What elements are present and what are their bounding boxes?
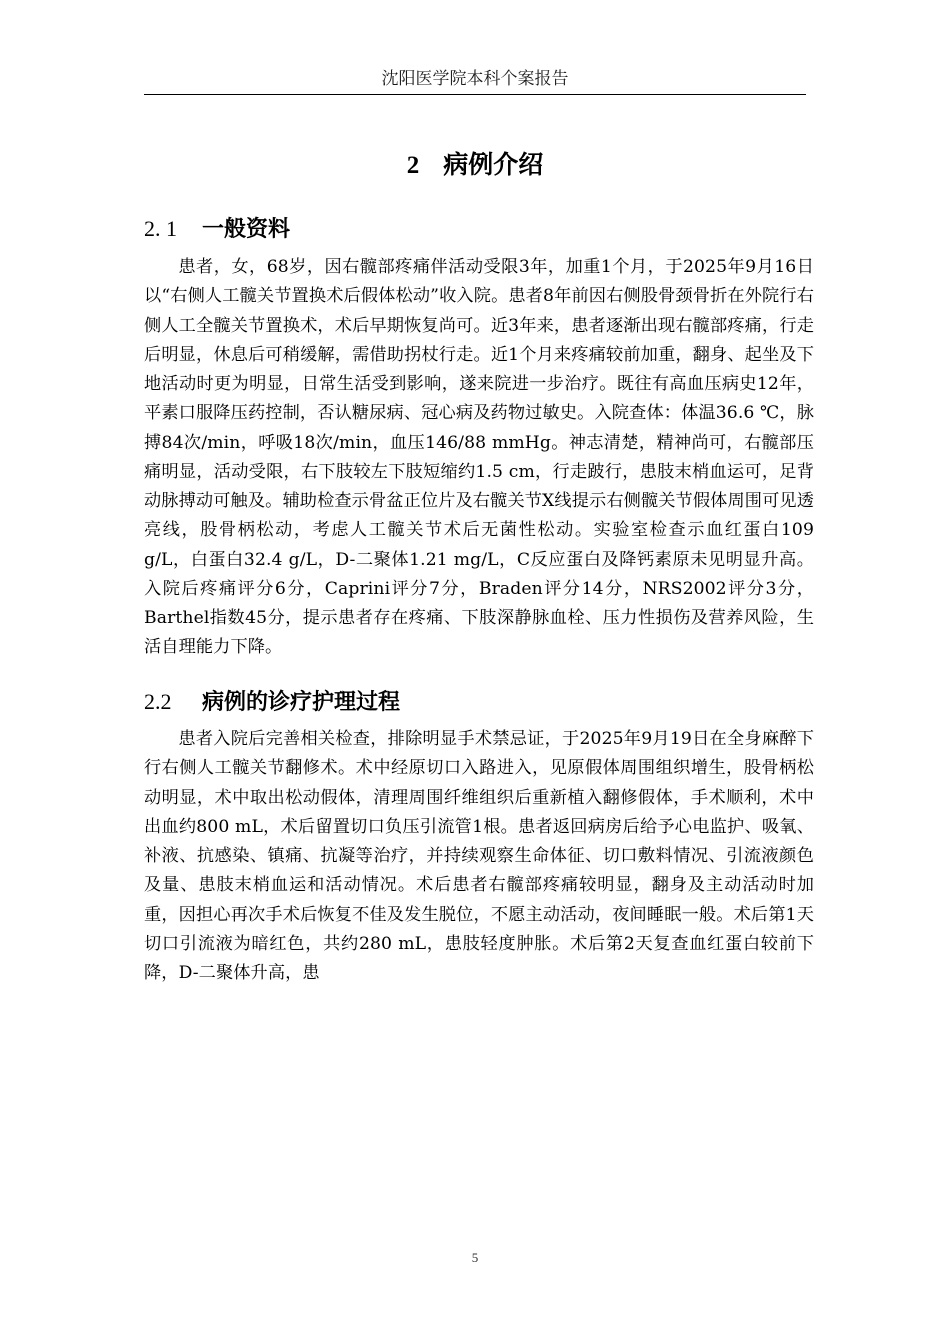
section-number: 2.2 [144,689,172,714]
header-rule [144,94,806,95]
chapter-title-text: 病例介绍 [443,150,544,179]
page-number: 5 [471,1250,479,1265]
chapter-number: 2 [406,152,420,179]
section-title: 病例的诊疗护理过程 [202,690,401,715]
page-header: 沈阳医学院本科个案报告 [381,69,569,89]
section-number: 2. 1 [144,216,177,241]
chapter-title [144,145,806,186]
general-info-paragraph: 患者，女，68岁，因右髋部疼痛伴活动受限3年，加重1个月，于2025年9月16日以“右侧人工髋关节置换术后假体松动”收入院。患者8年前因右侧股骨颈骨折在外院行右侧人工全髋关节置换术，术后早期恢复尚可。近3年来，患者逐渐出现右髋部疼痛，行走后明显，休息后可稍缓解，需借助拐杖行走。近1个月来疼痛较前加重，翻身、起坐及下地活动时更为明显，日常生活受到影响，遂来院进一步治疗。既往有高血压病史12年，平素口服降压药控制，否认糖尿病、冠心病及药物过敏史。入院查体：体温36.6 ℃，脉搏84次/min，呼吸18次/min，血压146/88 mmHg。神志清楚，精神尚可，右髋部压痛明显，活动受限，右下肢较左下肢短缩约1.5 cm，行走跛行，患肢末梢血运可，足背动脉搏动可触及。辅助检查示骨盆正位片及右髋关节X线提示右侧髋关节假体周围可见透亮线，股骨柄松动，考虑人工髋关节术后无菌性松动。实验室检查示血红蛋白109 g/L，白蛋白32.4 g/L，D-二聚体1.21 mg/L，C反应蛋白及降钙素原未见明显升高。入院后疼痛评分6分，Caprini评分7分，Braden评分14分，NRS2002评分3分，Barthel指数45分，提示患者存在疼痛、下肢深静脉血栓、压力性损伤及营养风险，生活自理能力下降。 [144,257,814,658]
section-heading-general-info [144,212,824,247]
treatment-course-paragraph: 患者入院后完善相关检查，排除明显手术禁忌证，于2025年9月19日在全身麻醉下行右侧人工髋关节翻修术。术中经原切口入路进入，见原假体周围组织增生，股骨柄松动明显，术中取出松动假体，清理周围纤维组织后重新植入翻修假体，手术顺利，术中出血约800 mL，术后留置切口负压引流管1根。患者返回病房后给予心电监护、吸氧、补液、抗感染、镇痛、抗凝等治疗，并持续观察生命体征、切口敷料情况、引流液颜色及量、患肢末梢血运和活动情况。术后患者右髋部疼痛较明显，翻身及主动活动时加重，因担心再次手术后恢复不佳及发生脱位，不愿主动活动，夜间睡眠一般。术后第1天切口引流液为暗红色，共约280 mL，患肢轻度肿胀。术后第2天复查血红蛋白较前下降，D-二聚体升高，患 [144,729,814,983]
section-title: 一般资料 [202,217,291,242]
section-heading-treatment-course [144,685,824,720]
